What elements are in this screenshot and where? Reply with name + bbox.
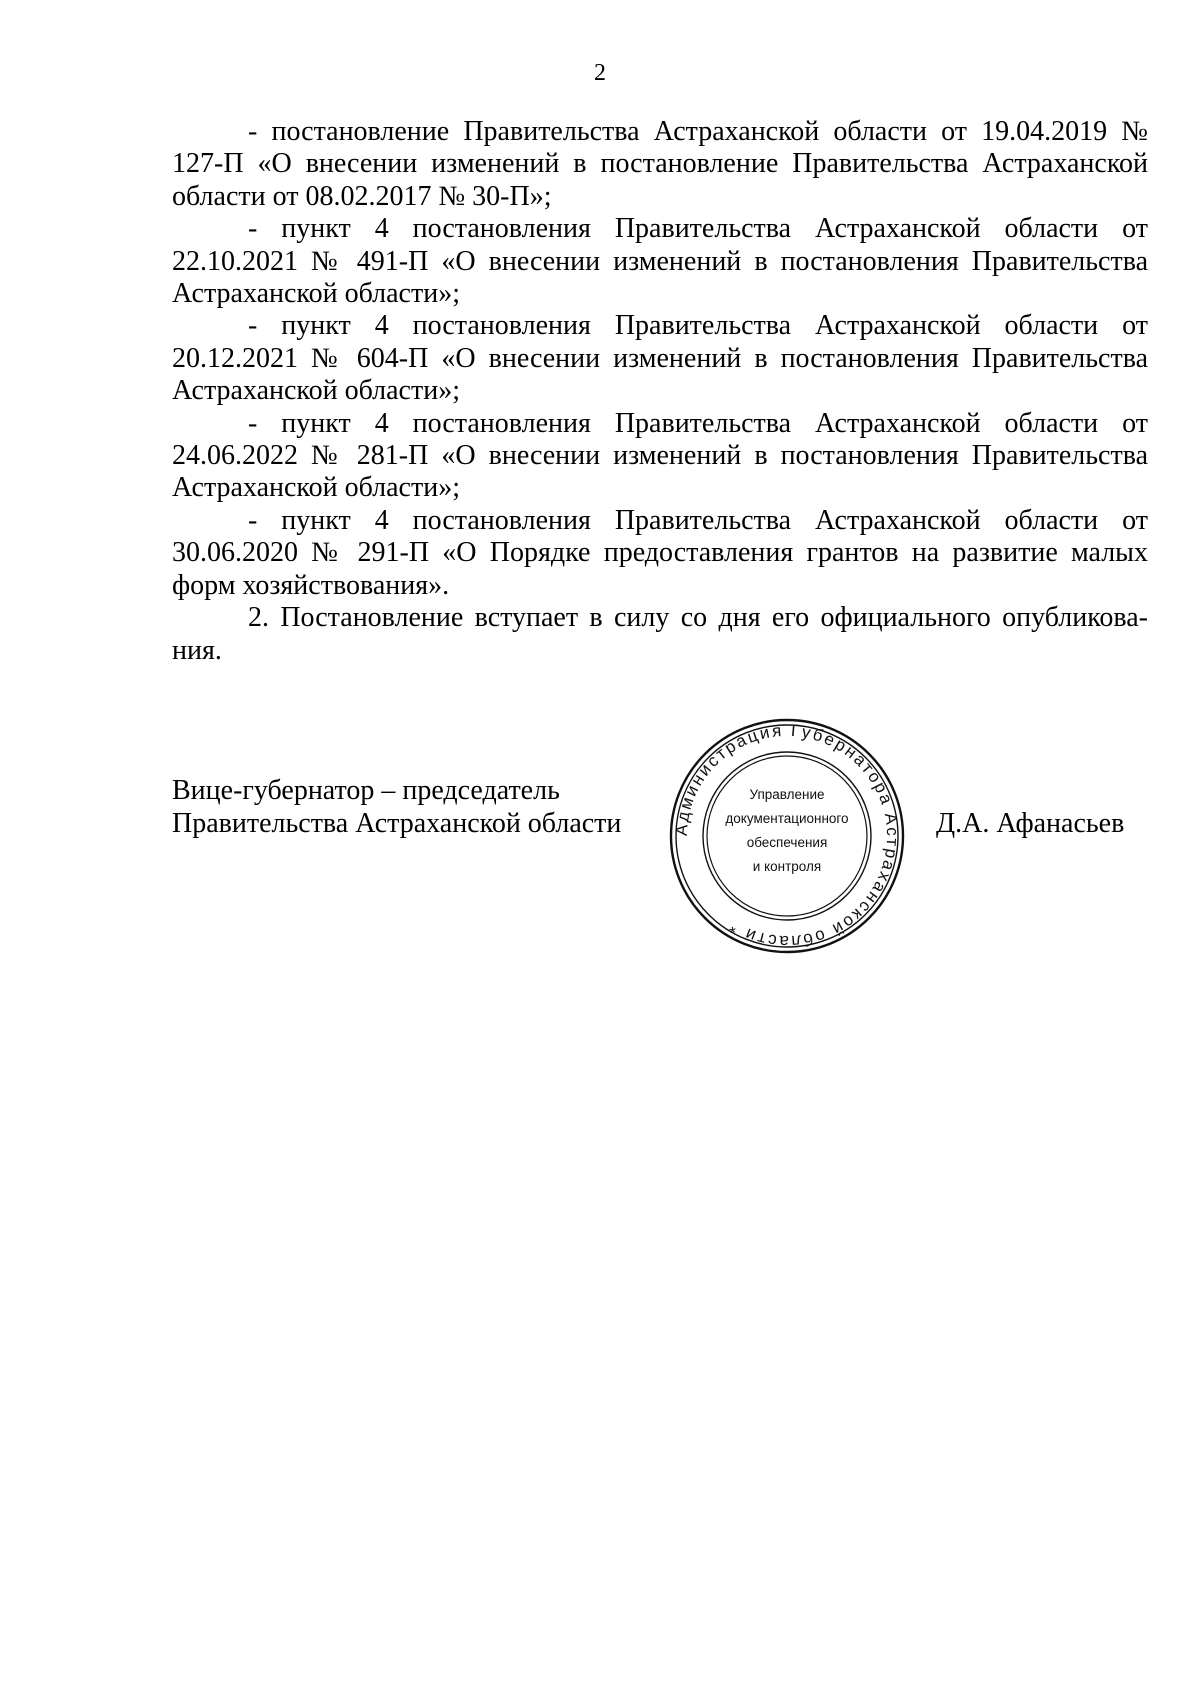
signer-name: Д.А. Афанасьев <box>936 808 1125 839</box>
seal-center-line-2: документационного <box>725 811 849 826</box>
seal-center-text <box>669 783 905 879</box>
seal-center-line-1: Управление <box>749 787 825 802</box>
document-body <box>172 116 1148 667</box>
paragraph-clause-2: 2. Постановление вступает в силу со дня его официального опубликования. <box>172 602 1148 666</box>
page-number: 2 <box>594 60 606 86</box>
paragraph-item-2: - пункт 4 постановления Правительства Астраханской области от 22.10.2021 № 491-П «О внесении изменений в постановления Правительства Астраханской области»; <box>172 213 1148 310</box>
paragraph-item-1: - постановление Правительства Астраханской области от 19.04.2019 № 127-П «О внесении изменений в постановление Правительства Астраханской области от 08.02.2017 № 30-П»; <box>172 116 1148 212</box>
seal-ring-text: Администрация Губернатора Астраханской области * <box>671 720 903 952</box>
paragraph-item-5: - пункт 4 постановления Правительства Астраханской области от 30.06.2020 № 291-П «О Порядке предоставления грантов на развитие малых форм хозяйствования». <box>172 504 1148 601</box>
official-seal <box>669 718 905 954</box>
signer-position-line-1: Вице-губернатор – председатель <box>172 775 560 806</box>
signer-position <box>172 774 621 840</box>
signer-position-line-2: Правительства Астраханской области <box>172 808 622 839</box>
paragraph-item-4: - пункт 4 постановления Правительства Астраханской области от 24.06.2022 № 281-П «О внесении изменений в постановления Правительства Астраханской области»; <box>172 407 1148 504</box>
seal-center-line-3: обеспечения <box>746 835 828 850</box>
seal-center-line-4: и контроля <box>752 859 822 874</box>
paragraph-item-3: - пункт 4 постановления Правительства Астраханской области от 20.12.2021 № 604-П «О внесении изменений в постановления Правительства Астраханской области»; <box>172 310 1148 407</box>
